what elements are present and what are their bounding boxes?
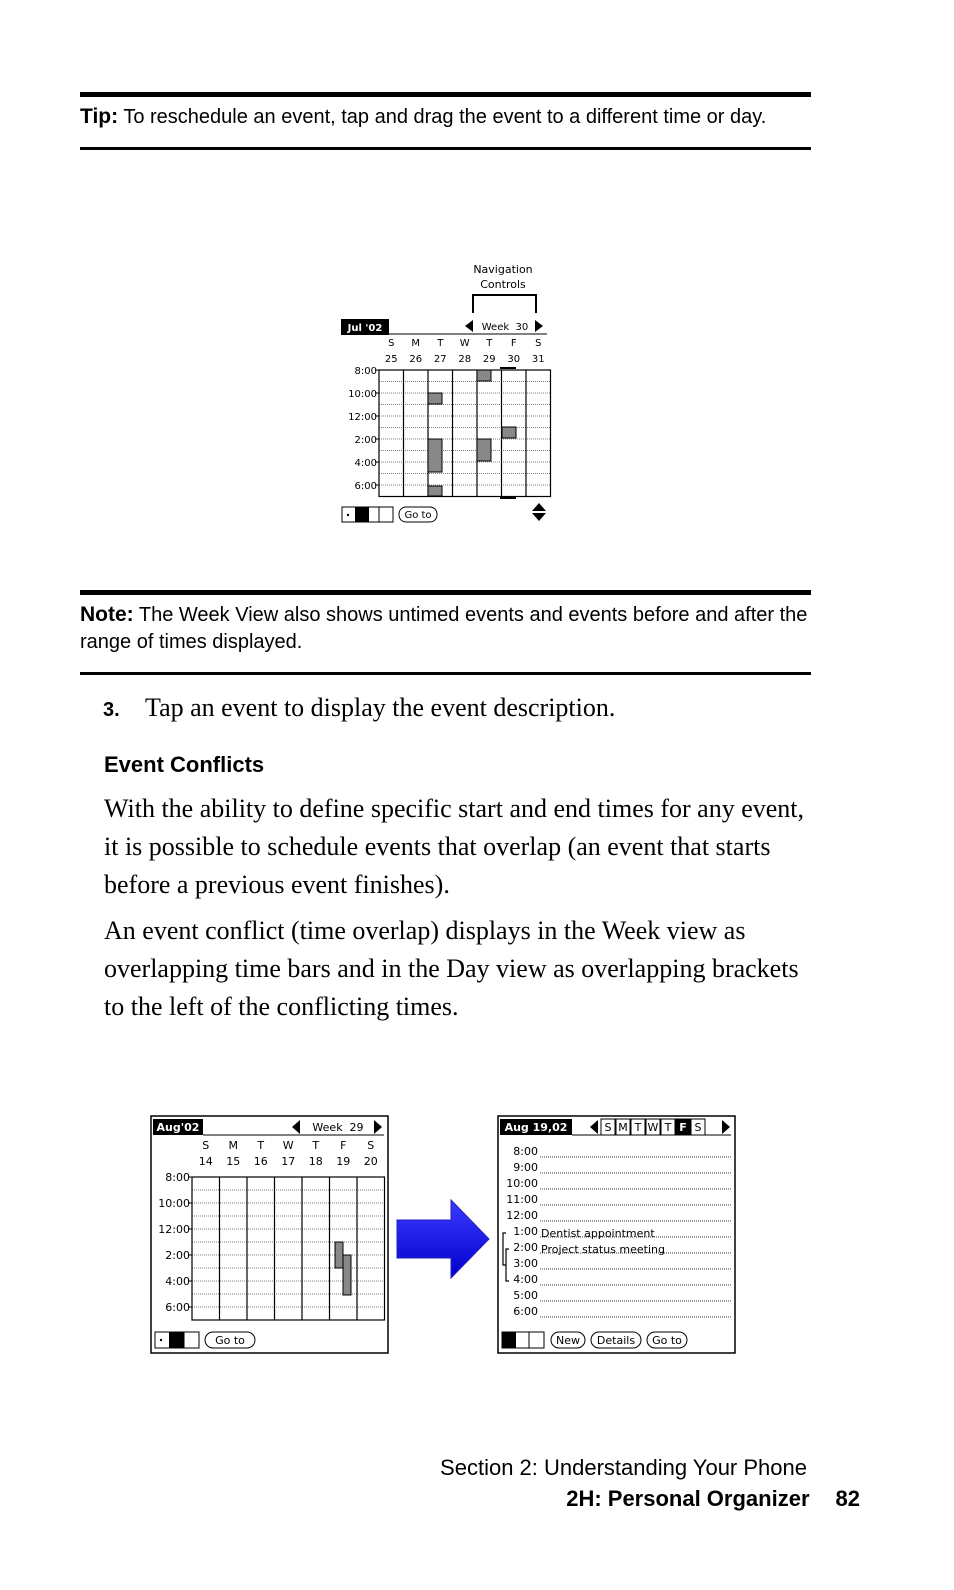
day-letter: M: [228, 1139, 238, 1152]
event-bar: [428, 486, 442, 496]
time-label: 8:00: [165, 1171, 190, 1184]
grid-frame: [379, 370, 551, 497]
month-tab-label: Aug'02: [156, 1121, 200, 1134]
event-bar: [343, 1255, 351, 1295]
step-text: Tap an event to display the event description.: [145, 693, 616, 722]
prev-week-arrow-icon[interactable]: [465, 320, 473, 332]
time-label: 6:00: [354, 481, 377, 492]
event-bar: [428, 439, 442, 472]
time-label: 4:00: [513, 1273, 538, 1286]
day-button-label: S: [694, 1121, 702, 1134]
goto-button-label: Go to: [215, 1334, 245, 1347]
time-label: 10:00: [506, 1177, 538, 1190]
day-letter: S: [388, 338, 395, 349]
date-label: 31: [531, 354, 545, 365]
footer-section: Section 2: Understanding Your Phone: [440, 1455, 807, 1480]
paragraph-1: With the ability to define specific start and end times for any event, it is possible to schedule events that overlap (an event that starts before a previous event finishes).: [104, 794, 805, 899]
time-label: 4:00: [165, 1275, 190, 1288]
time-label: 12:00: [158, 1223, 190, 1236]
tip-label: Tip:: [80, 105, 119, 128]
event-bars[interactable]: [428, 370, 516, 496]
date-label: 16: [253, 1155, 268, 1168]
date-tab-label: Aug 19,02: [504, 1121, 568, 1134]
day-letter: S: [535, 338, 542, 349]
day-letter: S: [202, 1139, 210, 1152]
note-text: The Week View also shows untimed events and events before and after the range of times displayed.: [80, 604, 808, 653]
date-label: 26: [409, 354, 423, 365]
day-letter: T: [486, 338, 493, 349]
section-heading: Event Conflicts: [104, 752, 265, 777]
view-selector[interactable]: [502, 1332, 544, 1348]
day-button-label: T: [664, 1121, 672, 1134]
nav-callout-label-line2: Controls: [480, 278, 526, 291]
time-label: 8:00: [354, 366, 377, 377]
week-view-figure-2: [150, 1115, 390, 1355]
step-number: 3.: [103, 699, 120, 721]
footer-chapter: [566, 1486, 860, 1512]
scroll-down-arrow-icon[interactable]: [532, 513, 546, 521]
page-number: 82: [835, 1486, 860, 1511]
goto-button-label: Go to: [404, 510, 432, 521]
week-label: Week 29: [312, 1121, 364, 1134]
day-letter-row: [388, 338, 541, 349]
goto-button-label: Go to: [652, 1334, 682, 1347]
time-label: 10:00: [158, 1197, 190, 1210]
date-label: 25: [384, 354, 398, 365]
time-label: 5:00: [513, 1289, 538, 1302]
day-button-label: W: [647, 1121, 659, 1134]
day-button-label: F: [679, 1121, 687, 1134]
day-view-figure: [497, 1115, 737, 1355]
nav-callout-bracket: [473, 295, 536, 313]
time-label: 12:00: [348, 412, 377, 423]
details-button-label: Details: [596, 1334, 636, 1347]
month-tab-label: Jul '02: [347, 323, 383, 334]
day-letter: T: [437, 338, 444, 349]
note-label: Note:: [80, 603, 134, 626]
date-label: 15: [226, 1155, 241, 1168]
day-letter: W: [459, 338, 470, 349]
time-label: 9:00: [513, 1161, 538, 1174]
tip-callout: [80, 92, 811, 150]
paragraph-2: An event conflict (time overlap) displays in the Week view as overlapping time bars and in the Day view as overlapping brackets to the left of the conflicting times.: [104, 916, 799, 1021]
day-letter: F: [510, 338, 517, 349]
event-dentist[interactable]: Dentist appointment: [541, 1227, 655, 1240]
day-letter: W: [282, 1139, 294, 1152]
date-label: 14: [198, 1155, 213, 1168]
day-selector[interactable]: [601, 1119, 705, 1135]
event-bar: [502, 427, 516, 438]
view-selector[interactable]: [342, 507, 393, 522]
week-view-figure-1: [335, 255, 560, 530]
time-label: 6:00: [513, 1305, 538, 1318]
view-selector[interactable]: [155, 1332, 199, 1348]
date-label: 20: [363, 1155, 378, 1168]
date-label: 28: [458, 354, 472, 365]
date-label: 30: [507, 354, 521, 365]
time-label: 2:00: [513, 1241, 538, 1254]
event-bar: [335, 1242, 343, 1268]
day-letter: M: [411, 338, 421, 349]
next-week-arrow-icon[interactable]: [535, 320, 543, 332]
time-label: 12:00: [506, 1209, 538, 1222]
week-label: Week 30: [481, 322, 529, 333]
scroll-up-arrow-icon[interactable]: [532, 503, 546, 511]
step-3: [103, 693, 615, 723]
tip-text: To reschedule an event, tap and drag the event to a different time or day.: [123, 106, 767, 128]
day-button-label: M: [618, 1121, 628, 1134]
week-grid[interactable]: [375, 370, 551, 497]
time-label: 3:00: [513, 1257, 538, 1270]
time-label: 1:00: [513, 1225, 538, 1238]
time-label: 10:00: [348, 389, 377, 400]
event-project-meeting[interactable]: Project status meeting: [541, 1243, 666, 1256]
nav-callout-label-line1: Navigation: [473, 263, 533, 276]
day-letter: T: [257, 1139, 265, 1152]
time-label: 2:00: [354, 435, 377, 446]
date-label: 17: [281, 1155, 296, 1168]
date-label: 29: [482, 354, 496, 365]
day-button-label: T: [634, 1121, 642, 1134]
day-button-label: S: [604, 1121, 612, 1134]
footer-chapter-title: 2H: Personal Organizer: [566, 1486, 810, 1511]
date-row: [385, 354, 545, 365]
time-column: [348, 366, 377, 492]
date-label: 27: [433, 354, 447, 365]
time-label: 6:00: [165, 1301, 190, 1314]
time-label: 11:00: [506, 1193, 538, 1206]
date-label: 18: [308, 1155, 323, 1168]
day-letter: F: [340, 1139, 347, 1152]
event-bar: [428, 393, 442, 404]
event-bar: [477, 370, 491, 381]
day-letter: S: [367, 1139, 375, 1152]
time-label: 4:00: [354, 458, 377, 469]
transition-arrow-icon: [395, 1198, 491, 1280]
date-label: 19: [336, 1155, 351, 1168]
time-label: 2:00: [165, 1249, 190, 1262]
note-callout: [80, 590, 811, 675]
event-bar: [477, 439, 491, 461]
time-label: 8:00: [513, 1145, 538, 1158]
day-letter: T: [312, 1139, 320, 1152]
new-button-label: New: [556, 1334, 580, 1347]
